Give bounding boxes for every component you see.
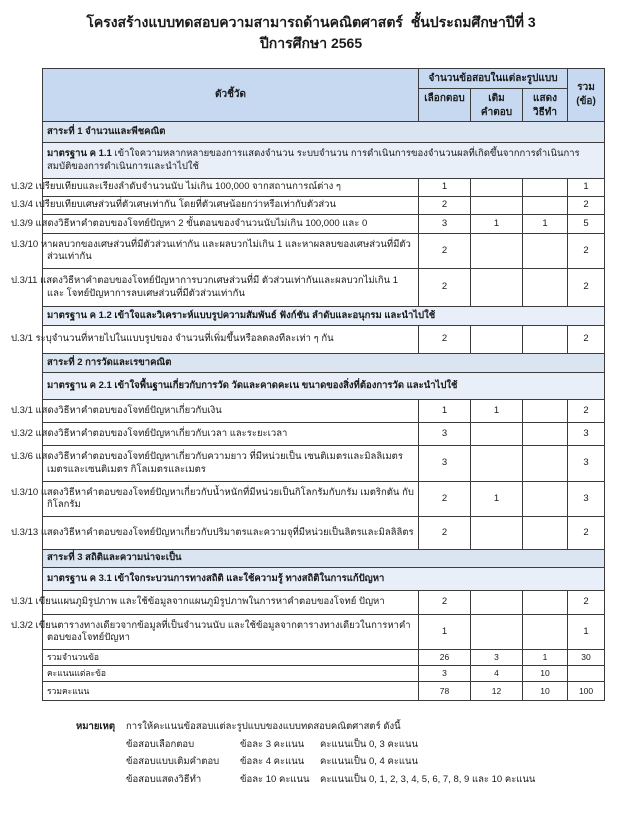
indicator-row	[43, 482, 605, 517]
header-total-line-1: รวม	[577, 82, 595, 93]
note-label: หมายเหตุ	[76, 721, 116, 732]
fill-count: 1	[471, 215, 523, 234]
summary-show: 10	[523, 682, 568, 701]
show-count	[523, 179, 568, 197]
strand-row	[43, 122, 605, 143]
standard-text: เข้าใจและวิเคราะห์แบบรูปความสัมพันธ์ ฟังก์ชัน ลำดับและอนุกรม และนำไปใช้	[114, 309, 436, 321]
indicator-text: แสดงวิธีหาคำตอบของโจทย์ปัญหาเกี่ยวกับเงิน	[35, 404, 222, 416]
show-count	[523, 591, 568, 615]
strand-title: สาระที่ 2 การวัดและเรขาคณิต	[43, 354, 605, 373]
total-count: 1	[568, 615, 605, 650]
indicator-row	[43, 615, 605, 650]
standard-cell	[43, 373, 605, 400]
header-choice: เลือกตอบ	[419, 89, 471, 122]
summary-total: 100	[568, 682, 605, 701]
indicator-row	[43, 446, 605, 482]
total-count: 2	[568, 400, 605, 423]
indicator-cell	[11, 517, 419, 550]
total-count: 3	[568, 446, 605, 482]
choice-count: 1	[419, 400, 471, 423]
indicator-code: ป.3/10	[11, 238, 39, 250]
summary-show: 1	[523, 650, 568, 666]
note-item-points: ข้อละ 4 คะแนน	[240, 756, 305, 767]
note-intro-row	[76, 718, 596, 736]
choice-count: 2	[419, 326, 471, 354]
title-line-1: โครงสร้างแบบทดสอบความสามารถด้านคณิตศาสตร์ ชั้นประถมศึกษาปีที่ 3	[86, 14, 536, 30]
standard-text: เข้าใจพื้นฐานเกี่ยวกับการวัด วัดและคาดคะเน ขนาดของสิ่งที่ต้องการวัด และนำไปใช้	[114, 379, 458, 391]
fill-count	[471, 326, 523, 354]
fill-count	[471, 269, 523, 307]
summary-row-points-each	[43, 666, 605, 682]
header-total-line-2: (ข้อ)	[576, 96, 596, 107]
summary-choice: 78	[419, 682, 471, 701]
indicator-row	[43, 517, 605, 550]
total-count: 2	[568, 197, 605, 215]
show-count	[523, 197, 568, 215]
summary-total: 30	[568, 650, 605, 666]
indicator-cell	[11, 326, 419, 354]
indicator-cell	[11, 234, 419, 269]
indicator-code: ป.3/1	[11, 596, 33, 608]
standard-text: เข้าใจกระบวนการทางสถิติ และใช้ความรู้ ทางสถิติในการแก้ปัญหา	[114, 572, 385, 584]
fill-count	[471, 234, 523, 269]
standard-code: มาตรฐาน ค 3.1	[47, 572, 112, 584]
indicator-code: ป.3/10	[11, 486, 39, 498]
note-item-type: ข้อสอบแบบเติมคำตอบ	[126, 756, 220, 767]
note-item	[76, 771, 596, 789]
note-item-type: ข้อสอบเลือกตอบ	[126, 738, 195, 750]
indicator-cell	[11, 215, 419, 234]
indicator-row	[43, 215, 605, 234]
choice-count: 2	[419, 517, 471, 550]
show-count	[523, 482, 568, 517]
indicator-row	[43, 179, 605, 197]
choice-count: 1	[419, 615, 471, 650]
header-question-count-group: จำนวนข้อสอบในแต่ละรูปแบบ	[419, 69, 568, 89]
note-item-points: ข้อละ 3 คะแนน	[240, 738, 305, 750]
fill-count	[471, 591, 523, 615]
show-count	[523, 400, 568, 423]
indicator-text: เปรียบเทียบเศษส่วนที่ตัวเศษเท่ากัน โดยที่ตัวเศษน้อยกว่าหรือเท่ากับตัวส่วน	[35, 199, 336, 211]
choice-count: 2	[419, 591, 471, 615]
header-show-line-2: วิธีทำ	[533, 107, 557, 118]
indicator-code: ป.3/9	[11, 217, 33, 229]
indicator-text: แสดงวิธีหาคำตอบของโจทย์ปัญหาเกี่ยวกับปริมาตรและความจุที่มีหน่วยเป็นลิตรและมิลลิลิตร	[40, 526, 414, 538]
indicator-text: แสดงวิธีหาคำตอบของโจทย์ปัญหา 2 ขั้นตอนของจำนวนนับไม่เกิน 100,000 และ 0	[35, 217, 368, 229]
total-count: 2	[568, 269, 605, 307]
summary-label: รวมคะแนน	[43, 682, 419, 701]
show-count	[523, 517, 568, 550]
note-item-range: คะแนนเป็น 0, 4 คะแนน	[320, 756, 419, 767]
standard-code: มาตรฐาน ค 2.1	[47, 379, 112, 391]
header-show	[523, 89, 568, 122]
standard-cell	[43, 568, 605, 591]
title-line-2: ปีการศึกษา 2565	[259, 35, 363, 51]
indicator-code: ป.3/11	[11, 275, 38, 286]
document-title	[0, 12, 622, 54]
indicator-code: ป.3/4	[11, 199, 33, 211]
summary-choice: 3	[419, 666, 471, 682]
fill-count	[471, 615, 523, 650]
indicator-code: ป.3/1	[11, 333, 33, 345]
indicator-cell	[11, 482, 419, 517]
fill-count	[471, 423, 523, 446]
summary-fill: 4	[471, 666, 523, 682]
strand-title: สาระที่ 3 สถิติและความน่าจะเป็น	[43, 550, 605, 568]
total-count: 2	[568, 591, 605, 615]
indicator-text: แสดงวิธีหาคำตอบของโจทย์ปัญหาเกี่ยวกับน้ำหนักที่มีหน่วยเป็นกิโลกรัมกับกรัม เมตริกตัน กับกิโลกรัม	[40, 486, 414, 510]
header-row	[43, 69, 605, 89]
test-blueprint-table	[11, 68, 605, 701]
note-item	[76, 753, 596, 771]
choice-count: 3	[419, 446, 471, 482]
total-count: 2	[568, 517, 605, 550]
indicator-text: แสดงวิธีหาคำตอบของโจทย์ปัญหาเกี่ยวกับความยาว ที่มีหน่วยเป็น เซนติเมตรและมิลลิเมตร เมตรและเซนติเมตร กิโลเมตรและเมตร	[35, 451, 403, 475]
indicator-cell	[11, 269, 419, 307]
note-item	[76, 736, 596, 754]
show-count	[523, 615, 568, 650]
standard-cell	[43, 307, 605, 326]
fill-count	[471, 197, 523, 215]
total-count: 2	[568, 326, 605, 354]
standard-code: มาตรฐาน ค 1.1	[47, 148, 112, 159]
total-count: 5	[568, 215, 605, 234]
show-count: 1	[523, 215, 568, 234]
indicator-cell	[11, 423, 419, 446]
indicator-text: เปรียบเทียบและเรียงลำดับจำนวนนับ ไม่เกิน 100,000 จากสถานการณ์ต่าง ๆ	[35, 181, 342, 193]
choice-count: 2	[419, 269, 471, 307]
strand-row	[43, 354, 605, 373]
fill-count: 1	[471, 482, 523, 517]
fill-count	[471, 517, 523, 550]
indicator-row	[43, 326, 605, 354]
indicator-code: ป.3/2	[11, 427, 33, 439]
standard-row	[43, 307, 605, 326]
standard-cell	[43, 143, 605, 179]
standard-code: มาตรฐาน ค 1.2	[47, 309, 112, 321]
fill-count: 1	[471, 400, 523, 423]
indicator-code: ป.3/13	[11, 526, 39, 538]
indicator-row	[43, 591, 605, 615]
strand-title: สาระที่ 1 จำนวนและพีชคณิต	[43, 122, 605, 143]
header-fill	[471, 89, 523, 122]
show-count	[523, 269, 568, 307]
indicator-text: หาผลบวกของเศษส่วนที่มีตัวส่วนเท่ากัน และผลบวกไม่เกิน 1 และหาผลลบของเศษส่วนที่มีตัวส่วนเท่ากัน	[40, 238, 411, 262]
indicator-cell	[11, 591, 419, 615]
choice-count: 3	[419, 423, 471, 446]
summary-fill: 3	[471, 650, 523, 666]
scoring-note	[76, 718, 596, 788]
summary-row-count	[43, 650, 605, 666]
standard-row	[43, 143, 605, 179]
fill-count	[471, 179, 523, 197]
total-count: 3	[568, 423, 605, 446]
indicator-cell	[11, 446, 419, 482]
indicator-cell	[11, 197, 419, 215]
indicator-code: ป.3/1	[11, 404, 33, 416]
total-count: 1	[568, 179, 605, 197]
header-fill-line-1: เติม	[488, 93, 505, 104]
show-count	[523, 423, 568, 446]
total-count: 2	[568, 234, 605, 269]
indicator-text: แสดงวิธีหาคำตอบของโจทย์ปัญหาการบวกเศษส่วนที่มี ตัวส่วนเท่ากันและผลบวกไม่เกิน 1 และ โจทย์ปัญหาการลบเศษส่วนที่มีตัวส่วนเท่ากัน	[40, 275, 399, 299]
header-fill-line-2: คำตอบ	[480, 107, 513, 118]
note-item-range: คะแนนเป็น 0, 3 คะแนน	[320, 738, 419, 750]
indicator-cell	[11, 179, 419, 197]
indicator-text: เขียนแผนภูมิรูปภาพ และใช้ข้อมูลจากแผนภูมิรูปภาพในการหาคำตอบของโจทย์ ปัญหา	[35, 596, 385, 608]
summary-show: 10	[523, 666, 568, 682]
strand-row	[43, 550, 605, 568]
indicator-row	[43, 269, 605, 307]
header-indicator: ตัวชี้วัด	[43, 69, 419, 122]
indicator-text: เขียนตารางทางเดียวจากข้อมูลที่เป็นจำนวนนับ และใช้ข้อมูลจากตารางทางเดียวในการหาคำตอบของโจทย์ปัญหา	[35, 619, 411, 643]
indicator-cell	[11, 400, 419, 423]
show-count	[523, 326, 568, 354]
header-total	[568, 69, 605, 122]
indicator-code: ป.3/2	[11, 181, 33, 193]
note-item-range: คะแนนเป็น 0, 1, 2, 3, 4, 5, 6, 7, 8, 9 และ 10 คะแนน	[320, 773, 536, 785]
indicator-row	[43, 423, 605, 446]
indicator-cell	[11, 615, 419, 650]
total-count: 3	[568, 482, 605, 517]
summary-fill: 12	[471, 682, 523, 701]
note-intro: การให้คะแนนข้อสอบแต่ละรูปแบบของแบบทดสอบคณิตศาสตร์ ดังนี้	[126, 721, 401, 732]
indicator-code: ป.3/2	[11, 619, 33, 631]
header-show-line-1: แสดง	[533, 93, 557, 104]
show-count	[523, 446, 568, 482]
choice-count: 3	[419, 215, 471, 234]
standard-text: เข้าใจความหลากหลายของการแสดงจำนวน ระบบจำนวน การดำเนินการของจำนวนผลที่เกิดขึ้นจากการดำเนินการสมบัติของการดำเนินการและนำไปใช้	[47, 148, 580, 172]
choice-count: 2	[419, 482, 471, 517]
indicator-code: ป.3/6	[11, 451, 33, 462]
summary-choice: 26	[419, 650, 471, 666]
summary-total	[568, 666, 605, 682]
choice-count: 2	[419, 197, 471, 215]
summary-row-score	[43, 682, 605, 701]
indicator-row	[43, 197, 605, 215]
indicator-row	[43, 400, 605, 423]
note-item-type: ข้อสอบแสดงวิธีทำ	[126, 773, 202, 785]
choice-count: 1	[419, 179, 471, 197]
standard-row	[43, 373, 605, 400]
show-count	[523, 234, 568, 269]
summary-label: คะแนนแต่ละข้อ	[43, 666, 419, 682]
fill-count	[471, 446, 523, 482]
indicator-row	[43, 234, 605, 269]
summary-label: รวมจำนวนข้อ	[43, 650, 419, 666]
note-item-points: ข้อละ 10 คะแนน	[240, 773, 310, 785]
standard-row	[43, 568, 605, 591]
indicator-text: ระบุจำนวนที่หายไปในแบบรูปของ จำนวนที่เพิ่มขึ้นหรือลดลงทีละเท่า ๆ กัน	[35, 333, 334, 345]
choice-count: 2	[419, 234, 471, 269]
indicator-text: แสดงวิธีหาคำตอบของโจทย์ปัญหาเกี่ยวกับเวลา และระยะเวลา	[35, 427, 288, 439]
